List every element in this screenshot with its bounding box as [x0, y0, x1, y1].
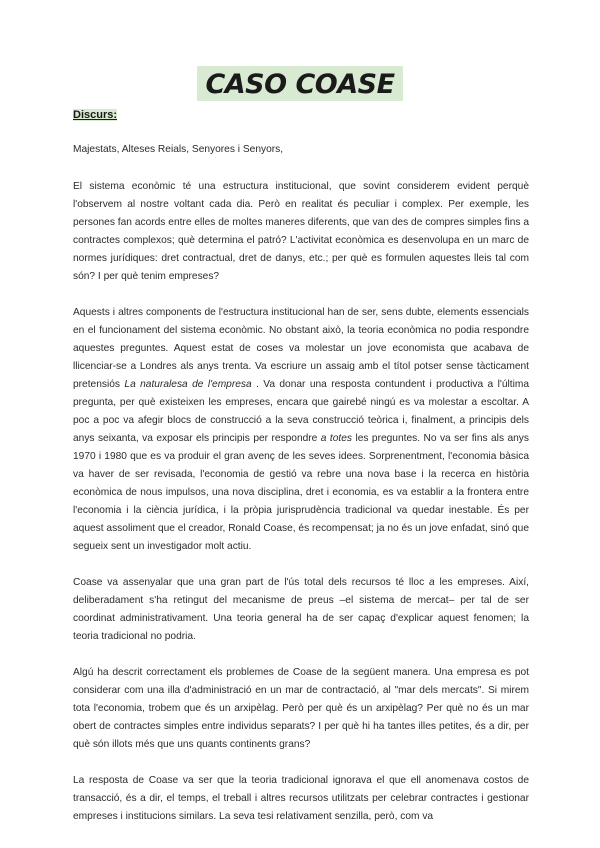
essay-title-italic: La naturalesa de l'empresa — [124, 379, 252, 390]
emphasis-a: a — [429, 577, 435, 588]
document-title: CASO COASE — [197, 66, 402, 101]
paragraph-2 — [73, 304, 529, 556]
title-wrap — [0, 66, 600, 101]
paragraph-2-part-e: les preguntes. No va ser fins als anys 1970 i 1980 que es va produir el gran avenç de les seves idees. Sorprenentment, l'economia bàsica va haver de ser revisada, l'economia de gestió va rebre una nova base i la recerca en història econòmica de nous impulsos, una nova disciplina, dret i economia, es va establir a la frontera entre l'economia i la ciència jurídica, i la pròpia jurisprudència tradicional va quedar inestable. És per aquest assoliment que el creador, Ronald Coase, és recompensat; ja no és un jove enfadat, sinó que segueix sent un investigador molt actiu. — [73, 433, 529, 552]
paragraph-5: La resposta de Coase va ser que la teoria tradicional ignorava el que ell anomenava costos de transacció, és a dir, el temps, el treball i altres recursos utilitzats per celebrar contractes i gestionar empreses i institucions similars. La seva tesi relativament senzilla, però, com va — [73, 775, 529, 822]
paragraph-3 — [73, 574, 529, 646]
paragraph-2-part-a: Aquests i altres components de l'estructura institucional han de ser, sens dubte, elements essencials en el funcionament del sistema econòmic. No obstant això, la teoria econòmica no podia respondre aquestes preguntes. Aquest estat de coses va molestar un jove economista que acabava de llicenciar-se a Londres als anys trenta. Va escriure un assaig amb el títol potser sense tàcticament pretensiós — [73, 307, 529, 390]
greeting-paragraph: Majestats, Alteses Reials, Senyores i Senyors, — [73, 144, 284, 155]
document-body — [73, 108, 529, 844]
paragraph-1: El sistema econòmic té una estructura institucional, que sovint considerem evident perquè l'observem al nostre voltant cada dia. Però en realitat és peculiar i complex. Per exemple, les persones fan acords entre elles de moltes maneres diferents, que van des de compres simples fins a contractes complexos; què determina el patró? L'activitat econòmica es desenvolupa en un marc de normes jurídiques: dret contractual, dret de danys, etc.; per què es formulen aquestes lleis tal com són? I per què tenim empreses? — [73, 181, 529, 282]
section-heading-text: Discurs: — [73, 109, 118, 121]
paragraph-2-part-c: . Va donar una resposta contundent i productiva a l'última pregunta, per què existeixen les empreses, encara que gairebé ningú es va molestar a escoltar. A poc a poc va afegir blocs de construcció a la seva construcció teòrica i, finalment, a principis dels anys seixanta, va exposar els principis per respondre — [73, 379, 529, 444]
paragraph-3-part-c: les empreses. Així, deliberadament s'ha retingut del mecanisme de preus –el sistema de mercat– per tal de ser coordinat administrativament. Una teoria general ha de ser capaç d'explicar aquest fenomen; la teoria tradicional no podria. — [73, 577, 529, 642]
emphasis-a-totes: a totes — [320, 433, 352, 444]
paragraph-4: Algú ha descrit correctament els problemes de Coase de la següent manera. Una empresa es pot considerar com una illa d'administració en un mar de contractació, al "mar dels mercats". Si mirem tota l'economia, trobem que és un arxipèlag. Però per què és un arxipèlag? Per què no és un mar obert de contractes simples entre individus separats? I per què hi ha tantes illes petites, és a dir, per què són illots més que uns quants continents grans? — [73, 667, 529, 750]
paragraph-3-part-a: Coase va assenyalar que una gran part de l'ús total dels recursos té lloc — [73, 577, 430, 588]
section-heading — [73, 108, 529, 122]
